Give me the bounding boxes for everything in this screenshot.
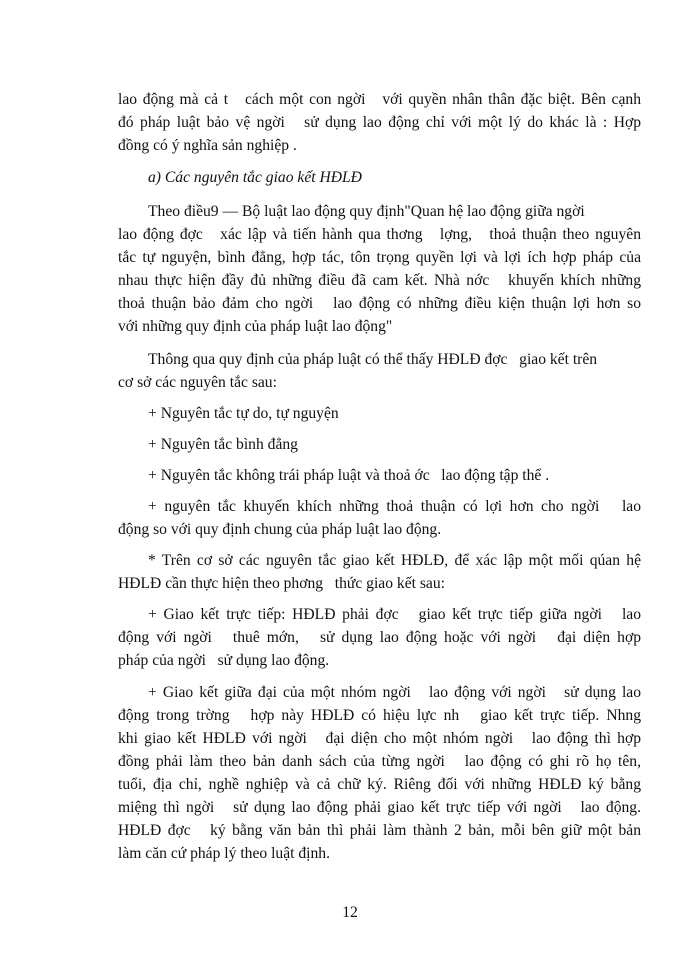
text-line: nhau thực hiện đầy đủ những điều đã cam kết. Nhà nớc khuyến khích những — [118, 272, 641, 289]
text-line: đồng phải làm theo bản danh sách của từng ngời lao động có ghi rõ họ tên, — [118, 753, 641, 770]
text-line: * Trên cơ sở các nguyên tắc giao kết HĐLĐ, để xác lập một mối qúan hệ — [148, 552, 641, 569]
text-line: động so với quy định chung của pháp luật lao động. — [118, 521, 442, 538]
text-line: đó pháp luật bảo vệ ngời sử dụng lao động chỉ với một lý do khác là : Hợp — [118, 114, 641, 131]
text-line: tuổi, địa chỉ, nghề nghiệp và cả chữ ký. Riêng đối với những HĐLĐ ký bằng — [118, 776, 641, 793]
text-line: HĐLĐ đợc ký bằng văn bản thì phải làm thành 2 bản, mỗi bên giữ một bản — [118, 822, 641, 839]
page-number: 12 — [342, 904, 358, 921]
text-line: động trong trờng hợp này HĐLĐ có hiệu lực nh giao kết trực tiếp. Nhng — [118, 707, 641, 724]
text-line: HĐLĐ cần thực hiện theo phơng thức giao kết sau: — [118, 575, 445, 592]
text-line: Theo điều9 — Bộ luật lao động quy định"Quan hệ lao động giữa ngời — [148, 203, 585, 220]
text-line: lao động mà cả t cách một con ngời với quyền nhân thân đặc biệt. Bên cạnh — [118, 91, 641, 108]
text-line: pháp của ngời sử dụng lao động. — [118, 652, 330, 669]
list-item: + Nguyên tắc bình đẳng — [148, 436, 298, 453]
text-line: động với ngời thuê mớn, sử dụng lao động hoặc với ngời đại diện hợp — [118, 629, 641, 646]
text-line: lao động đợc xác lập và tiến hành qua thơng lợng, thoả thuận theo nguyên — [118, 226, 641, 243]
text-line: miệng thì ngời sử dụng lao động phải giao kết trực tiếp với ngời lao động. — [118, 799, 641, 816]
text-line: tắc tự nguyện, bình đẳng, hợp tác, tôn trọng quyền lợi và lợi ích hợp pháp của — [118, 249, 641, 266]
text-line: thoả thuận bảo đảm cho ngời lao động có những điều kiện thuận lợi hơn so — [118, 295, 641, 312]
text-line: + Giao kết trực tiếp: HĐLĐ phải đợc giao kết trực tiếp giữa ngời lao — [148, 606, 641, 623]
section-heading: a) Các nguyên tắc giao kết HĐLĐ — [148, 169, 362, 186]
text-line: đồng có ý nghĩa sản nghiệp . — [118, 137, 297, 154]
text-line: với những quy định của pháp luật lao động" — [118, 318, 393, 335]
text-line: Thông qua quy định của pháp luật có thể thấy HĐLĐ đợc giao kết trên — [148, 351, 598, 368]
text-line: làm căn cứ pháp lý theo luật định. — [118, 845, 330, 862]
text-line: + Giao kết giữa đại của một nhóm ngời lao động với ngời sử dụng lao — [148, 684, 641, 701]
list-item: + Nguyên tắc không trái pháp luật và thoả ớc lao động tập thể . — [148, 467, 550, 484]
text-line: cơ sở các nguyên tắc sau: — [118, 374, 277, 391]
list-item: + nguyên tắc khuyến khích những thoả thuận có lợi hơn cho ngời lao — [148, 498, 641, 515]
list-item: + Nguyên tắc tự do, tự nguyện — [148, 405, 339, 422]
text-line: khi giao kết HĐLĐ với ngời đại diện cho một nhóm ngời lao động thì hợp — [118, 730, 641, 747]
